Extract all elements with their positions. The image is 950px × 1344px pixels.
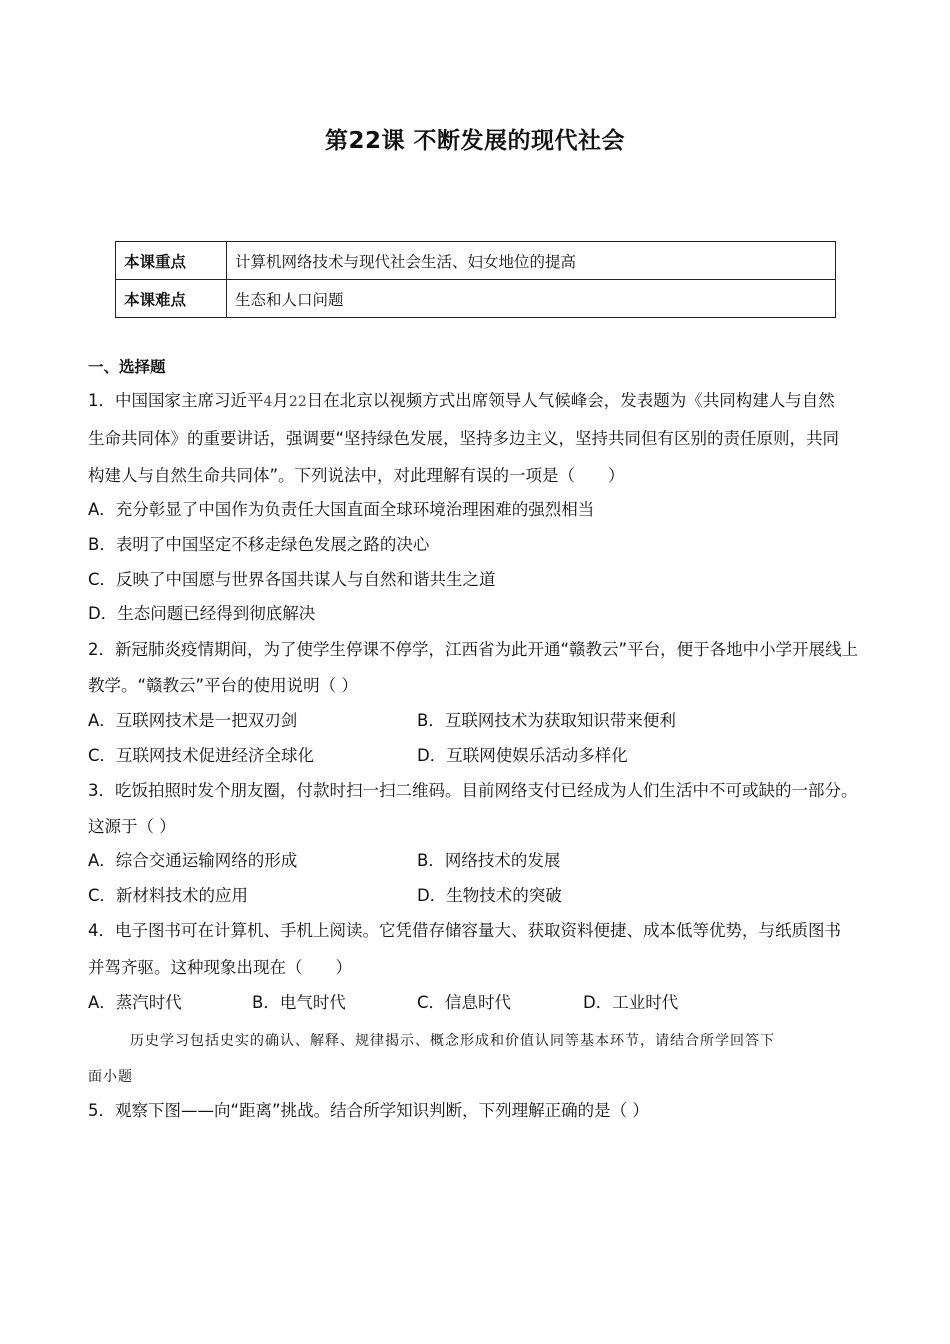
table-row <box>116 280 836 318</box>
q4-option-a: A．蒸汽时代 <box>88 993 182 1012</box>
q1-option-b: B．表明了中国坚定不移走绿色发展之路的决心 <box>88 535 430 554</box>
table-value: 计算机网络技术与现代社会生活、妇女地位的提高 <box>227 242 836 280</box>
q3-stem-line1: 3．吃饭拍照时发个朋友圈，付款时扫一扫二维码。目前网络支付已经成为人们生活中不可或缺的一部分。 <box>88 781 858 800</box>
table-row <box>116 242 836 280</box>
q4-stem-line1: 4．电子图书可在计算机、手机上阅读。它凭借存储容量大、获取资料便捷、成本低等优势，与纸质图书 <box>88 921 841 940</box>
q1-option-d: D．生态问题已经得到彻底解决 <box>88 604 316 623</box>
q1-stem-line2: 生命共同体》的重要讲话，强调要“坚持绿色发展，坚持多边主义，坚持共同但有区别的责任原则，共同 <box>88 429 840 448</box>
q5-stem-line1: 5．观察下图——向“距离”挑战。结合所学知识判断，下列理解正确的是（ ） <box>88 1101 649 1120</box>
q3-option-b: B．网络技术的发展 <box>417 851 561 870</box>
q2-option-b: B．互联网技术为获取知识带来便利 <box>417 711 676 730</box>
intro-line1: 历史学习包括史实的确认、解释、规律揭示、概念形成和价值认同等基本环节，请结合所学回答下 <box>130 1033 775 1049</box>
q1-stem-line1 <box>88 390 835 413</box>
q2-option-d: D．互联网使娱乐活动多样化 <box>417 746 628 765</box>
key-points-table <box>115 241 836 318</box>
q2-options-row2 <box>88 745 868 767</box>
q3-options-row2 <box>88 885 868 907</box>
intro-line2: 面小题 <box>88 1069 133 1085</box>
q1-stem-b: 月 <box>272 391 289 410</box>
q4-option-d: D．工业时代 <box>583 993 679 1012</box>
q2-stem-line1: 2．新冠肺炎疫情期间，为了使学生停课不停学，江西省为此开通“赣教云”平台，便于各地中小学开展线上 <box>88 640 859 659</box>
q2-options-row1 <box>88 710 868 732</box>
table-label: 本课重点 <box>116 242 227 280</box>
q3-stem-line2: 这源于（ ） <box>88 817 176 836</box>
q1-stem-a: 1．中国国家主席习近平 <box>88 391 264 410</box>
q4-option-c: C．信息时代 <box>417 993 512 1012</box>
q4-stem-line2: 并驾齐驱。这种现象出现在（ ） <box>88 958 352 977</box>
q1-option-a: A．充分彰显了中国作为负责任大国直面全球环境治理困难的强烈相当 <box>88 500 595 519</box>
q3-option-a: A．综合交通运输网络的形成 <box>88 851 298 870</box>
q4-options-row <box>88 992 868 1014</box>
page-title: 第22课 不断发展的现代社会 <box>324 128 625 154</box>
q3-options-row1 <box>88 850 868 872</box>
q1-month: 4 <box>263 394 273 410</box>
q1-day: 22 <box>288 394 307 410</box>
q3-option-c: C．新材料技术的应用 <box>88 886 249 905</box>
section-heading: 一、选择题 <box>88 358 166 376</box>
q2-option-c: C．互联网技术促进经济全球化 <box>88 746 315 765</box>
q1-option-c: C．反映了中国愿与世界各国共谋人与自然和谐共生之道 <box>88 570 496 589</box>
q1-stem-line3: 构建人与自然生命共同体”。下列说法中，对此理解有误的一项是（ ） <box>88 466 625 485</box>
table-value: 生态和人口问题 <box>227 280 836 318</box>
q4-option-b: B．电气时代 <box>252 993 346 1012</box>
q1-stem-c: 日在北京以视频方式出席领导人气候峰会，发表题为《共同构建人与自然 <box>306 391 835 410</box>
q3-option-d: D．生物技术的突破 <box>417 886 562 905</box>
table-label: 本课难点 <box>116 280 227 318</box>
q2-option-a: A．互联网技术是一把双刃剑 <box>88 711 298 730</box>
q2-stem-line2: 教学。“赣教云”平台的使用说明（ ） <box>88 676 358 695</box>
